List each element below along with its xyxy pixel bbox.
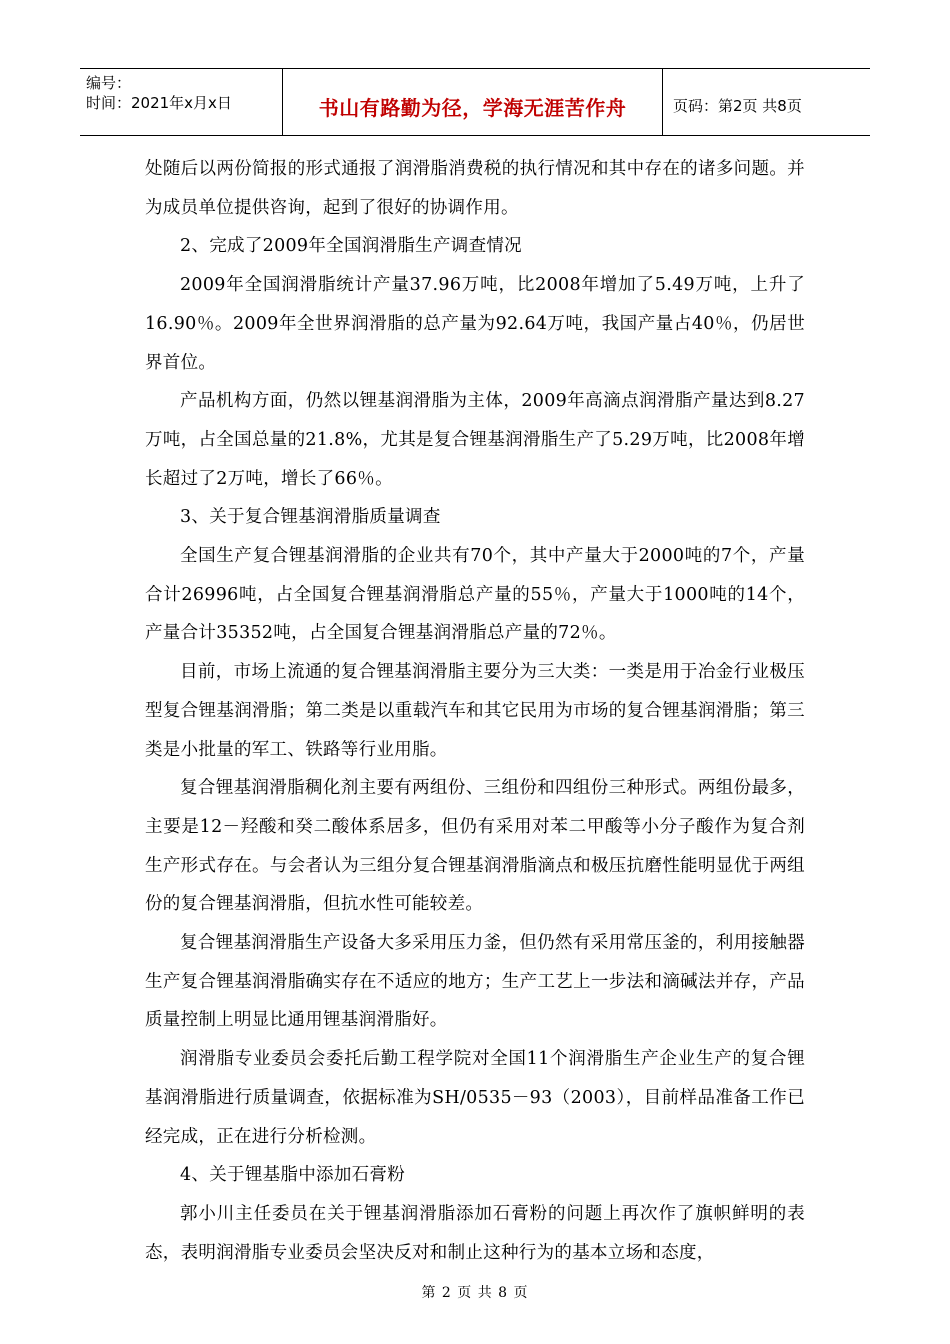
document-time-label: 时间：2021年x月x日: [86, 94, 232, 112]
paragraph: 处随后以两份简报的形式通报了润滑脂消费税的执行情况和其中存在的诸多问题。并为成员单位提供咨询，起到了很好的协调作用。: [145, 159, 805, 218]
document-body: [145, 150, 805, 1272]
paragraph: 复合锂基润滑脂稠化剂主要有两组份、三组份和四组份三种形式。两组份最多，主要是12－羟酸和癸二酸体系居多，但仍有采用对苯二甲酸等小分子酸作为复合剂生产形式存在。与会者认为三组分复合锂基润滑脂滴点和极压抗磨性能明显优于两组份的复合锂基润滑脂，但抗水性可能较差。: [145, 778, 805, 915]
section-heading: 3、关于复合锂基润滑脂质量调查: [180, 507, 441, 528]
header-page-code: 页码：第2页 共8页: [673, 96, 802, 115]
paragraph: 郭小川主任委员在关于锂基润滑脂添加石膏粉的问题上再次作了旗帜鲜明的表态，表明润滑脂专业委员会坚决反对和制止这种行为的基本立场和态度，: [145, 1203, 805, 1263]
section-heading: 2、完成了2009年全国润滑脂生产调查情况: [180, 236, 522, 257]
paragraph: 复合锂基润滑脂生产设备大多采用压力釜，但仍然有采用常压釜的，利用接触器生产复合锂基润滑脂确实存在不适应的地方；生产工艺上一步法和滴碱法并存，产品质量控制上明显比通用锂基润滑脂好。: [145, 933, 805, 1031]
paragraph: 全国生产复合锂基润滑脂的企业共有70个，其中产量大于2000吨的7个，产量合计26996吨，占全国复合锂基润滑脂总产量的55％，产量大于1000吨的14个，产量合计35352吨，占全国复合锂基润滑脂总产量的72％。: [145, 546, 805, 644]
page-footer: 第 2 页 共 8 页: [421, 1285, 529, 1301]
paragraph: 润滑脂专业委员会委托后勤工程学院对全国11个润滑脂生产企业生产的复合锂基润滑脂进行质量调查，依据标准为SH/0535－93（2003），目前样品准备工作已经完成，正在进行分析检测。: [145, 1049, 805, 1147]
header-meta: [80, 69, 283, 135]
page-header: [80, 68, 870, 136]
paragraph: 目前，市场上流通的复合锂基润滑脂主要分为三大类：一类是用于冶金行业极压型复合锂基润滑脂；第二类是以重载汽车和其它民用为市场的复合锂基润滑脂；第三类是小批量的军工、铁路等行业用脂。: [145, 662, 805, 760]
document-number-label: 编号：: [86, 74, 132, 92]
header-motto: 书山有路勤为径，学海无涯苦作舟: [283, 69, 663, 135]
section-heading: 4、关于锂基脂中添加石膏粉: [180, 1165, 406, 1186]
paragraph: 2009年全国润滑脂统计产量37.96万吨，比2008年增加了5.49万吨，上升了16.90％。2009年全世界润滑脂的总产量为92.64万吨，我国产量占40％，仍居世界首位。: [145, 275, 805, 373]
paragraph: 产品机构方面，仍然以锂基润滑脂为主体，2009年高滴点润滑脂产量达到8.27万吨，占全国总量的21.8%，尤其是复合锂基润滑脂生产了5.29万吨，比2008年增长超过了2万吨，增长了66％。: [145, 391, 805, 489]
